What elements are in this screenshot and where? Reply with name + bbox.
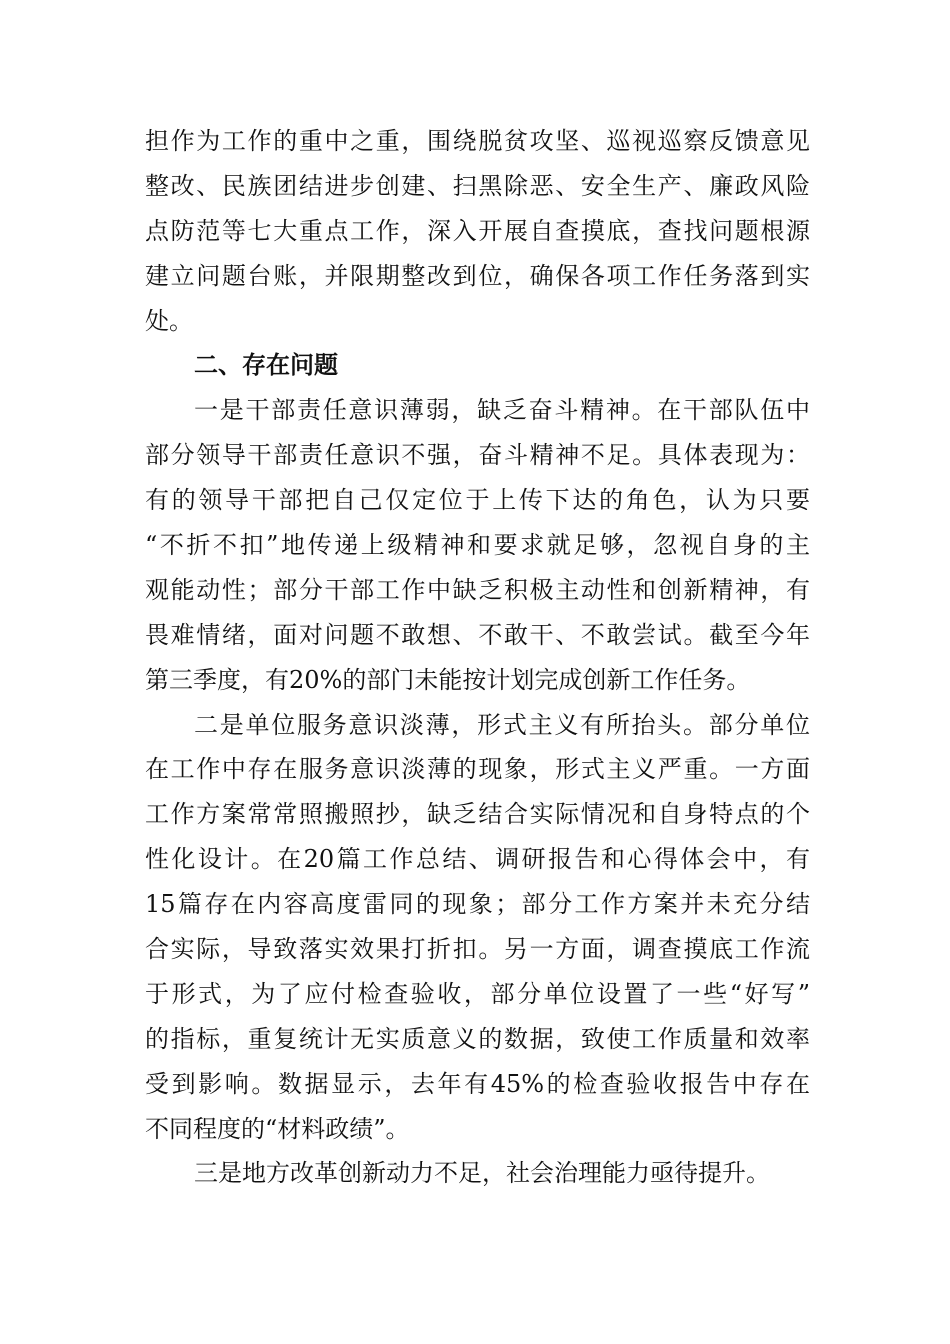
paragraph-line: 三是地方改革创新动力不足，社会治理能力亟待提升。 <box>194 1159 770 1188</box>
paragraph-line: 部分领导干部责任意识不强，奋斗精神不足。具体表现为： <box>145 441 810 470</box>
paragraph-line: 在工作中存在服务意识淡薄的现象，形式主义严重。一方面 <box>145 755 810 784</box>
paragraph-line: 整改、民族团结进步创建、扫黑除恶、安全生产、廉政风险 <box>145 171 810 200</box>
paragraph-line: 观能动性；部分干部工作中缺乏积极主动性和创新精神，有 <box>145 575 810 604</box>
paragraph-line: 有的领导干部把自己仅定位于上传下达的角色，认为只要 <box>145 486 810 515</box>
paragraph-line: 于形式，为了应付检查验收，部分单位设置了一些“好写” <box>145 979 810 1008</box>
paragraph-line: 二是单位服务意识淡薄，形式主义有所抬头。部分单位 <box>194 710 810 739</box>
paragraph-line: 不同程度的“材料政绩”。 <box>145 1114 410 1143</box>
paragraph-one <box>145 388 810 702</box>
intro-paragraph <box>145 119 810 343</box>
paragraph-line: 工作方案常常照搬照抄，缺乏结合实际情况和自身特点的个 <box>145 800 810 829</box>
paragraph-two <box>145 703 810 1152</box>
paragraph-line: 建立问题台账，并限期整改到位，确保各项工作任务落到实 <box>145 261 810 290</box>
paragraph-line: 第三季度，有20%的部门未能按计划完成创新工作任务。 <box>145 665 751 694</box>
paragraph-line: 一是干部责任意识薄弱，缺乏奋斗精神。在干部队伍中 <box>194 396 810 425</box>
paragraph-line: 处。 <box>145 306 193 335</box>
paragraph-line: 15篇存在内容高度雷同的现象；部分工作方案并未充分结 <box>145 890 810 919</box>
document-body <box>145 119 810 1196</box>
paragraph-line: 合实际，导致落实效果打折扣。另一方面，调查摸底工作流 <box>145 935 810 964</box>
paragraph-line: 的指标，重复统计无实质意义的数据，致使工作质量和效率 <box>145 1024 810 1053</box>
paragraph-line: “不折不扣”地传递上级精神和要求就足够，忽视自身的主 <box>145 531 810 560</box>
paragraph-line: 担作为工作的重中之重，围绕脱贫攻坚、巡视巡察反馈意见 <box>145 127 810 155</box>
paragraph-line: 点防范等七大重点工作，深入开展自查摸底，查找问题根源 <box>145 216 810 245</box>
paragraph-line: 性化设计。在20篇工作总结、调研报告和心得体会中，有 <box>145 845 810 874</box>
paragraph-three <box>145 1151 810 1196</box>
paragraph-line: 受到影响。数据显示，去年有45%的检查验收报告中存在 <box>145 1069 810 1098</box>
paragraph-line: 畏难情绪，面对问题不敢想、不敢干、不敢尝试。截至今年 <box>145 620 810 649</box>
section-heading: 二、存在问题 <box>194 351 338 380</box>
